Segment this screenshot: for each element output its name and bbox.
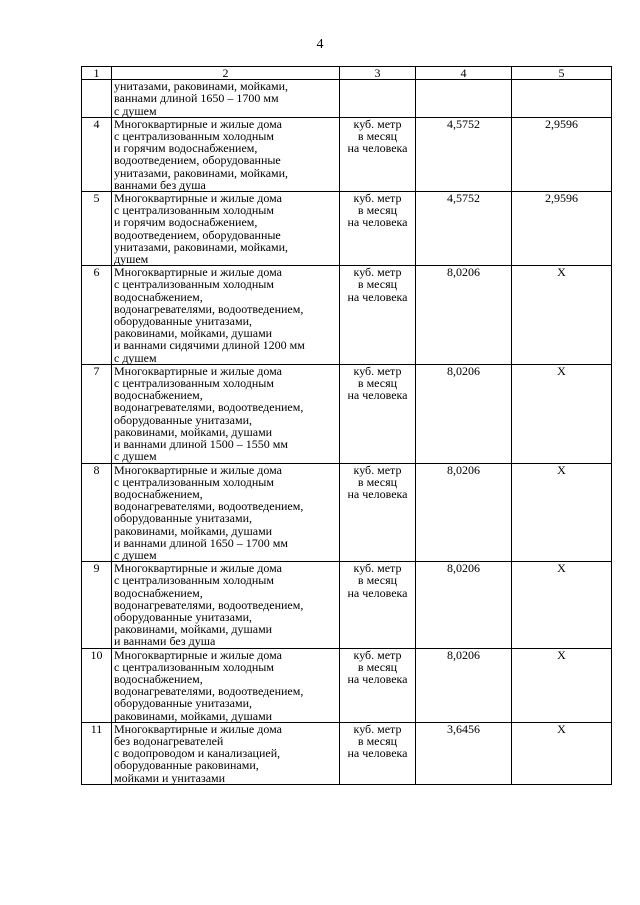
housing-description-cell — [112, 648, 340, 722]
norm-value-cell: 8,0206 — [416, 648, 512, 722]
row-number-cell: 5 — [82, 192, 112, 266]
norm-value-cell — [416, 80, 512, 118]
header-cell-4: 4 — [416, 67, 512, 80]
unit-line: на человека — [347, 585, 408, 600]
norm-value-cell: 8,0206 — [416, 266, 512, 365]
description-line: с централизованным холодным — [114, 277, 274, 292]
hot-water-value-cell: Х — [512, 722, 612, 784]
description-line: оборудованные унитазами, — [114, 511, 253, 526]
description-line: с водопроводом и канализацией, — [114, 746, 281, 761]
table-row — [82, 192, 612, 266]
description-line: ваннами без душа — [114, 177, 206, 192]
unit-line: на человека — [347, 141, 408, 156]
description-line: с душем — [114, 350, 157, 365]
description-line: унитазами, раковинами, мойками, — [114, 239, 289, 254]
description-line: водоотведением, оборудованные — [114, 153, 281, 168]
unit-line: куб. метр — [353, 116, 402, 131]
unit-line: куб. метр — [353, 462, 402, 477]
unit-line: куб. метр — [353, 721, 402, 736]
unit-line: в месяц — [357, 129, 398, 144]
hot-water-value-cell: 2,9596 — [512, 117, 612, 191]
description-line: оборудованные унитазами, — [114, 696, 253, 711]
description-line: оборудованные унитазами, — [114, 412, 253, 427]
unit-line: на человека — [347, 215, 408, 230]
unit-line: куб. метр — [353, 265, 402, 280]
unit-line: в месяц — [357, 733, 398, 748]
header-cell-5: 5 — [512, 67, 612, 80]
unit-line: куб. метр — [353, 363, 402, 378]
unit-line: в месяц — [357, 573, 398, 588]
description-line: с централизованным холодным — [114, 129, 274, 144]
row-number-cell: 10 — [82, 648, 112, 722]
housing-description-cell — [112, 80, 340, 118]
description-line: Многоквартирные и жилые дома — [114, 647, 282, 662]
description-line: с централизованным холодным — [114, 376, 274, 391]
table-row — [82, 117, 612, 191]
description-line: мойками и унитазами — [114, 770, 226, 785]
header-cell-2: 2 — [112, 67, 340, 80]
table-row — [82, 364, 612, 463]
description-line: унитазами, раковинами, мойками, — [114, 165, 289, 180]
header-cell-3: 3 — [340, 67, 416, 80]
description-line: с централизованным холодным — [114, 573, 274, 588]
description-line: водонагревателями, водоотведением, — [114, 499, 304, 514]
description-line: с централизованным холодным — [114, 659, 274, 674]
description-line: с душем — [114, 547, 157, 562]
description-line: и горячим водоснабжением, — [114, 215, 258, 230]
housing-description-cell — [112, 192, 340, 266]
table-row — [82, 266, 612, 365]
housing-description-cell — [112, 722, 340, 784]
row-number-cell: 11 — [82, 722, 112, 784]
description-line: с душем — [114, 449, 157, 464]
header-cell-1: 1 — [82, 67, 112, 80]
description-line: Многоквартирные и жилые дома — [114, 721, 282, 736]
description-line: с централизованным холодным — [114, 203, 274, 218]
unit-line: на человека — [347, 289, 408, 304]
row-number-cell — [82, 80, 112, 118]
description-line: водонагревателями, водоотведением, — [114, 684, 304, 699]
description-line: и ваннами сидячими длиной 1200 мм — [114, 338, 305, 353]
unit-cell — [340, 192, 416, 266]
description-line: и ваннами без душа — [114, 634, 216, 649]
unit-line: на человека — [347, 388, 408, 403]
description-line: и ваннами длиной 1500 – 1550 мм — [114, 437, 288, 452]
description-line: водоотведением, оборудованные — [114, 227, 281, 242]
unit-line: куб. метр — [353, 647, 402, 662]
description-line: раковинами, мойками, душами — [114, 523, 273, 538]
description-line: раковинами, мойками, душами — [114, 326, 273, 341]
table-row — [82, 648, 612, 722]
description-line: унитазами, раковинами, мойками, — [114, 79, 289, 94]
description-line: Многоквартирные и жилые дома — [114, 191, 282, 206]
row-number-cell: 6 — [82, 266, 112, 365]
hot-water-value-cell: Х — [512, 463, 612, 562]
row-number-cell: 8 — [82, 463, 112, 562]
norm-value-cell: 4,5752 — [416, 117, 512, 191]
hot-water-value-cell: Х — [512, 562, 612, 648]
description-line: раковинами, мойками, душами — [114, 622, 273, 637]
row-number-cell: 4 — [82, 117, 112, 191]
unit-cell — [340, 463, 416, 562]
norm-value-cell: 3,6456 — [416, 722, 512, 784]
description-line: Многоквартирные и жилые дома — [114, 116, 282, 131]
description-line: водоснабжением, — [114, 486, 203, 501]
unit-line: в месяц — [357, 277, 398, 292]
description-line: водоснабжением, — [114, 671, 203, 686]
table-row — [82, 463, 612, 562]
unit-line: в месяц — [357, 376, 398, 391]
description-line: душем — [114, 252, 149, 267]
unit-cell — [340, 266, 416, 365]
hot-water-value-cell: 2,9596 — [512, 192, 612, 266]
hot-water-value-cell: Х — [512, 266, 612, 365]
description-line: оборудованные раковинами, — [114, 758, 259, 773]
norm-value-cell: 8,0206 — [416, 562, 512, 648]
page-number: 4 — [316, 37, 324, 52]
unit-line: в месяц — [357, 203, 398, 218]
unit-line: в месяц — [357, 474, 398, 489]
description-line: и горячим водоснабжением, — [114, 141, 258, 156]
description-line: раковинами, мойками, душами — [114, 424, 273, 439]
hot-water-value-cell — [512, 80, 612, 118]
housing-description-cell — [112, 117, 340, 191]
unit-line: на человека — [347, 486, 408, 501]
description-line: Многоквартирные и жилые дома — [114, 363, 282, 378]
unit-cell — [340, 364, 416, 463]
housing-description-cell — [112, 266, 340, 365]
unit-cell — [340, 117, 416, 191]
table-row — [82, 562, 612, 648]
table-row — [82, 722, 612, 784]
description-line: водоснабжением, — [114, 289, 203, 304]
norm-value-cell: 8,0206 — [416, 364, 512, 463]
row-number-cell: 9 — [82, 562, 112, 648]
description-line: и ваннами длиной 1650 – 1700 мм — [114, 535, 288, 550]
description-line: без водонагревателей — [114, 733, 224, 748]
unit-cell — [340, 562, 416, 648]
table-row — [82, 80, 612, 118]
unit-line: на человека — [347, 671, 408, 686]
norm-value-cell: 8,0206 — [416, 463, 512, 562]
unit-line: куб. метр — [353, 191, 402, 206]
description-line: Многоквартирные и жилые дома — [114, 265, 282, 280]
description-line: Многоквартирные и жилые дома — [114, 561, 282, 576]
table-header-row — [82, 67, 612, 80]
description-line: Многоквартирные и жилые дома — [114, 462, 282, 477]
description-line: оборудованные унитазами, — [114, 609, 253, 624]
description-line: с душем — [114, 103, 157, 118]
description-line: водонагревателями, водоотведением, — [114, 400, 304, 415]
description-line: водоснабжением, — [114, 388, 203, 403]
unit-cell — [340, 80, 416, 118]
hot-water-value-cell: Х — [512, 648, 612, 722]
description-line: водонагревателями, водоотведением, — [114, 301, 304, 316]
hot-water-value-cell: Х — [512, 364, 612, 463]
tariff-table — [81, 66, 612, 785]
unit-line: куб. метр — [353, 561, 402, 576]
description-line: ваннами длиной 1650 – 1700 мм — [114, 91, 279, 106]
description-line: с централизованным холодным — [114, 474, 274, 489]
description-line: водонагревателями, водоотведением, — [114, 597, 304, 612]
housing-description-cell — [112, 562, 340, 648]
unit-line: на человека — [347, 746, 408, 761]
description-line: раковинами, мойками, душами — [114, 708, 273, 723]
row-number-cell: 7 — [82, 364, 112, 463]
unit-cell — [340, 722, 416, 784]
unit-line: в месяц — [357, 659, 398, 674]
housing-description-cell — [112, 364, 340, 463]
description-line: оборудованные унитазами, — [114, 314, 253, 329]
table-body — [82, 67, 612, 785]
norm-value-cell: 4,5752 — [416, 192, 512, 266]
description-line: водоснабжением, — [114, 585, 203, 600]
unit-cell — [340, 648, 416, 722]
housing-description-cell — [112, 463, 340, 562]
